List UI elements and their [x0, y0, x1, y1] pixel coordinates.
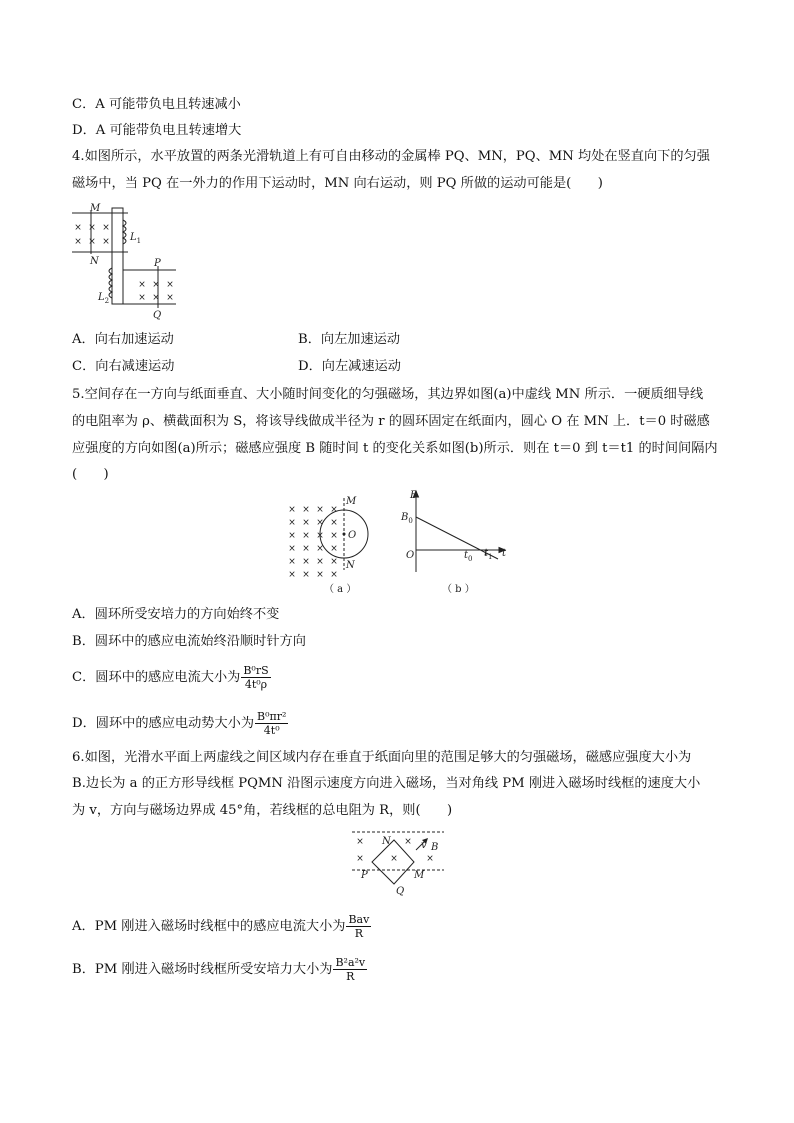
q5a-field-mark: ×	[302, 557, 310, 567]
q5a-caption: （ a ）	[324, 584, 357, 595]
q5-option-d-fraction: $\frac{\text{B⁰πr²}}{\text{4t⁰}}$	[257, 710, 287, 737]
q4-field-mark: ×	[102, 223, 110, 233]
q5a-field-mark: ×	[288, 544, 296, 554]
q5-option-a: A．圆环所受安培力的方向始终不变	[72, 607, 280, 622]
q4-label-p: P	[154, 258, 161, 269]
q4-field-mark: ×	[138, 293, 146, 303]
q5a-field-mark: ×	[288, 557, 296, 567]
q5-stem-line2: 的电阻率为 ρ、横截面积为 S，将该导线做成半径为 r 的圆环固定在纸面内，圆心 O 在 MN 上．t＝0 时磁感	[72, 414, 710, 429]
q5a-label-o: O	[348, 530, 357, 541]
q6-stem-line2: B.边长为 a 的正方形导线框 PQMN 沿图示速度方向进入磁场，当对角线 PM 刚进入磁场时线框的速度大小	[72, 776, 701, 791]
q5a-label-m: M	[346, 496, 357, 507]
q5a-label-n: N	[346, 560, 355, 571]
q5a-field-mark: ×	[330, 570, 338, 580]
q4-field-mark: ×	[166, 293, 174, 303]
q5a-field-mark: ×	[316, 505, 324, 515]
q6-field-mark: ×	[426, 854, 434, 864]
q5b-caption: （ b ）	[442, 584, 475, 595]
q4-field-mark: ×	[88, 223, 96, 233]
q6-field-mark: ×	[356, 837, 364, 847]
q6-label-b: B	[431, 842, 439, 853]
q3-option-c: C．A 可能带负电且转速减小	[72, 97, 241, 112]
q6-label-v: v	[421, 840, 427, 851]
q5-option-b: B．圆环中的感应电流始终沿顺时针方向	[72, 634, 306, 649]
q6-stem-line1: 6.如图，光滑水平面上两虚线之间区域内存在垂直于纸面向里的范围足够大的匀强磁场，磁感应强度大小为	[72, 750, 692, 765]
q6-field-mark: ×	[404, 837, 412, 847]
q5a-field-mark: ×	[316, 531, 324, 541]
q4-label-n: N	[90, 256, 99, 267]
q4-field-mark: ×	[74, 223, 82, 233]
q6-figure	[348, 828, 448, 896]
q4-label-l1: $L_1$	[130, 232, 142, 245]
q5-stem-line3: 应强度的方向如图(a)所示；磁感应强度 B 随时间 t 的变化关系如图(b)所示．则在 t＝0 到 t＝t1 的时间间隔内	[72, 441, 718, 456]
q5a-field-mark: ×	[316, 544, 324, 554]
q5b-label-b0: $B_0$	[401, 512, 413, 525]
q5-option-c-fraction: $\frac{\text{B⁰rS}}{\text{4t⁰ρ}}$	[243, 664, 269, 691]
q5-stem-line4: ( )	[72, 467, 109, 482]
q5b-label-t0: $t_0$	[464, 550, 473, 563]
q6-field-mark: ×	[390, 854, 398, 864]
q5a-field-mark: ×	[330, 544, 338, 554]
q4-field-mark: ×	[152, 293, 160, 303]
q6-field-mark: ×	[356, 854, 364, 864]
q5b-label-origin: O	[406, 550, 415, 561]
q5a-field-mark: ×	[288, 518, 296, 528]
q6-label-p: P	[361, 870, 368, 881]
q4-label-l2: $L_2$	[98, 292, 110, 305]
q5-figure-b	[398, 486, 518, 596]
q5a-field-mark: ×	[302, 518, 310, 528]
q4-stem-line2: 磁场中，当 PQ 在一外力的作用下运动时，MN 向右运动，则 PQ 所做的运动可能是( )	[72, 176, 603, 191]
q5a-field-mark: ×	[316, 570, 324, 580]
q5-stem-line1: 5.空间存在一方向与纸面垂直、大小随时间变化的匀强磁场，其边界如图(a)中虚线 MN 所示．一硬质细导线	[72, 387, 704, 402]
q3-option-d: D．A 可能带负电且转速增大	[72, 123, 242, 138]
q5a-field-mark: ×	[302, 570, 310, 580]
q6-option-a-fraction: $\frac{\text{Bav}}{R}$	[348, 913, 370, 940]
q5a-field-mark: ×	[302, 544, 310, 554]
q5a-field-mark: ×	[302, 531, 310, 541]
q4-option-b: B．向左加速运动	[298, 332, 401, 347]
q6-option-b-fraction: $\frac{\text{B²a²v}}{R}$	[335, 956, 366, 983]
q5b-label-b: B	[410, 490, 418, 501]
q5-option-c: C．圆环中的感应电流大小为 $\frac{\text{B⁰rS}}{\text{4t⁰ρ}}$	[72, 664, 269, 691]
q6-option-b: B．PM 刚进入磁场时线框所受安培力大小为 $\frac{\text{B²a²v}}{R}$	[72, 956, 366, 983]
q5b-label-t1: $t_1$	[484, 548, 493, 561]
q4-field-mark: ×	[74, 237, 82, 247]
q6-label-m: M	[414, 870, 425, 881]
q5a-field-mark: ×	[330, 531, 338, 541]
q6-label-n: N	[382, 836, 391, 847]
q5a-field-mark: ×	[330, 505, 338, 515]
q4-option-c: C．向右减速运动	[72, 359, 175, 374]
q5a-field-mark: ×	[316, 557, 324, 567]
q6-option-a: A．PM 刚进入磁场时线框中的感应电流大小为 $\frac{\text{Bav}}{R}$	[72, 913, 370, 940]
q5a-field-mark: ×	[288, 531, 296, 541]
q5a-field-mark: ×	[288, 570, 296, 580]
q4-option-a: A．向右加速运动	[72, 332, 174, 347]
q4-figure	[66, 200, 186, 322]
q5a-field-mark: ×	[316, 518, 324, 528]
q6-label-q: Q	[396, 886, 405, 896]
q4-label-m: M	[90, 203, 101, 214]
q5-figure-a	[282, 492, 382, 596]
q4-stem-line1: 4.如图所示，水平放置的两条光滑轨道上有可自由移动的金属棒 PQ、MN，PQ、MN 均处在竖直向下的匀强	[72, 149, 710, 164]
q5a-field-mark: ×	[330, 557, 338, 567]
q4-field-mark: ×	[152, 280, 160, 290]
q5-option-d: D．圆环中的感应电动势大小为 $\frac{\text{B⁰πr²}}{\text{4t⁰}}$	[72, 710, 287, 737]
q4-label-q: Q	[153, 310, 162, 321]
q4-option-d: D．向左减速运动	[298, 359, 401, 374]
q5a-field-mark: ×	[302, 505, 310, 515]
q5b-label-t-axis: t	[502, 548, 507, 559]
q6-stem-line3: 为 v，方向与磁场边界成 45°角，若线框的总电阻为 R，则( )	[72, 803, 453, 818]
q5a-field-mark: ×	[330, 518, 338, 528]
q5a-field-mark: ×	[288, 505, 296, 515]
q4-field-mark: ×	[102, 237, 110, 247]
q4-field-mark: ×	[88, 237, 96, 247]
q4-field-mark: ×	[166, 280, 174, 290]
q4-field-mark: ×	[138, 280, 146, 290]
